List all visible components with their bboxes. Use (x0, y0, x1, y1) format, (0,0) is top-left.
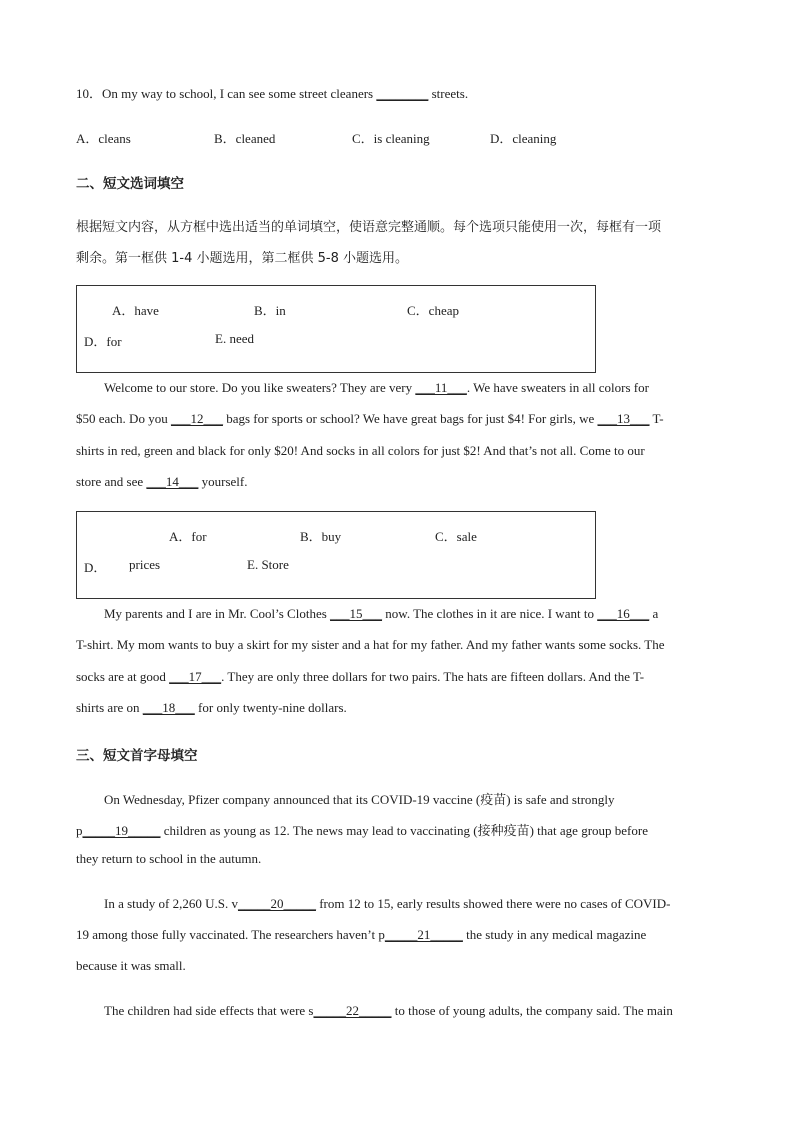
blank-12[interactable]: ___12___ (170, 411, 223, 426)
blank-17[interactable]: ___17___ (169, 669, 222, 684)
word-box-2-option-c: C．sale (435, 529, 477, 544)
answer-blank[interactable]: ________ (376, 86, 429, 101)
word-box-2 (76, 511, 596, 599)
blank-22[interactable]: _____22_____ (313, 1003, 392, 1018)
section-3-p2-line-1: In a study of 2,260 U.S. v_____20_____ from 12 to 15, early results showed there were no cases of COVID- (104, 896, 671, 911)
section-3-p3-line-1: The children had side effects that were s_____22_____ to those of young adults, the company said. The main (104, 1003, 673, 1018)
word-box-1-option-a: A．have (112, 303, 159, 318)
word-box-2-option-e: E. Store (247, 557, 289, 572)
passage-1-line-2: $50 each. Do you ___12___ bags for sports or school? We have great bags for just $4! For girls, we ___13___ T- (76, 411, 664, 426)
passage-2-line-3: socks are at good ___17___. They are only three dollars for two pairs. The hats are fifteen dollars. And the T- (76, 669, 645, 684)
word-box-1-option-c: C．cheap (407, 303, 459, 318)
blank-15[interactable]: ___15___ (330, 606, 383, 621)
section-3-p1-line-3: they return to school in the autumn. (76, 851, 262, 866)
blank-20[interactable]: _____20_____ (237, 896, 316, 911)
question-10-stem: 10．On my way to school, I can see some street cleaners ________ streets. (76, 86, 469, 101)
passage-1-line-3: shirts in red, green and black for only $20! And socks in all colors for just $2! And that’s not all. Come to our (76, 443, 645, 458)
passage-1-line-1: Welcome to our store. Do you like sweaters? They are very ___11___. We have sweaters in all colors for (104, 380, 649, 395)
blank-19[interactable]: _____19_____ (82, 823, 161, 838)
passage-2-line-1: My parents and I are in Mr. Cool’s Clothes ___15___ now. The clothes in it are nice. I want to ___16___ a (104, 606, 659, 621)
section-3-p2-line-3: because it was small. (76, 958, 186, 973)
option-d[interactable]: D．cleaning (490, 131, 557, 146)
section-3-title: 三、短文首字母填空 (76, 748, 198, 764)
section-3-p1-line-1: On Wednesday, Pfizer company announced that its COVID-19 vaccine (疫苗) is safe and strongly (104, 792, 615, 807)
section-3-p2-line-2: 19 among those fully vaccinated. The researchers haven’t p_____21_____ the study in any medical magazine (76, 927, 647, 942)
section-2-instruction-line-2: 剩余。第一框供 1-4 小题选用，第二框供 5-8 小题选用。 (76, 251, 408, 266)
blank-11[interactable]: ___11___ (415, 380, 467, 395)
word-box-2-option-d-letter: D． (84, 560, 107, 575)
word-box-1-option-d: D．for (84, 334, 122, 349)
passage-1-line-4: store and see ___14___ yourself. (76, 474, 248, 489)
section-3-p1-line-2: p_____19_____ children as young as 12. The news may lead to vaccinating (接种疫苗) that age group before (76, 823, 648, 838)
option-b[interactable]: B．cleaned (214, 131, 276, 146)
option-a[interactable]: A．cleans (76, 131, 131, 146)
section-2-title: 二、短文选词填空 (76, 176, 184, 192)
word-box-2-option-a: A．for (169, 529, 207, 544)
blank-16[interactable]: ___16___ (597, 606, 650, 621)
blank-21[interactable]: _____21_____ (384, 927, 463, 942)
blank-14[interactable]: ___14___ (146, 474, 199, 489)
option-c[interactable]: C．is cleaning (352, 131, 430, 146)
word-box-1-option-b: B．in (254, 303, 286, 318)
section-2-instruction-line-1: 根据短文内容，从方框中选出适当的单词填空，使语意完整通顺。每个选项只能使用一次，每框有一项 (76, 220, 662, 235)
blank-13[interactable]: ___13___ (597, 411, 650, 426)
blank-18[interactable]: ___18___ (142, 700, 195, 715)
word-box-1-option-e: E. need (215, 331, 254, 346)
passage-2-line-2: T-shirt. My mom wants to buy a skirt for my sister and a hat for my father. And my father wants some socks. The (76, 637, 665, 652)
word-box-2-option-b: B．buy (300, 529, 342, 544)
word-box-1 (76, 285, 596, 373)
passage-2-line-4: shirts are on ___18___ for only twenty-nine dollars. (76, 700, 347, 715)
word-box-2-option-d: prices (129, 557, 161, 572)
